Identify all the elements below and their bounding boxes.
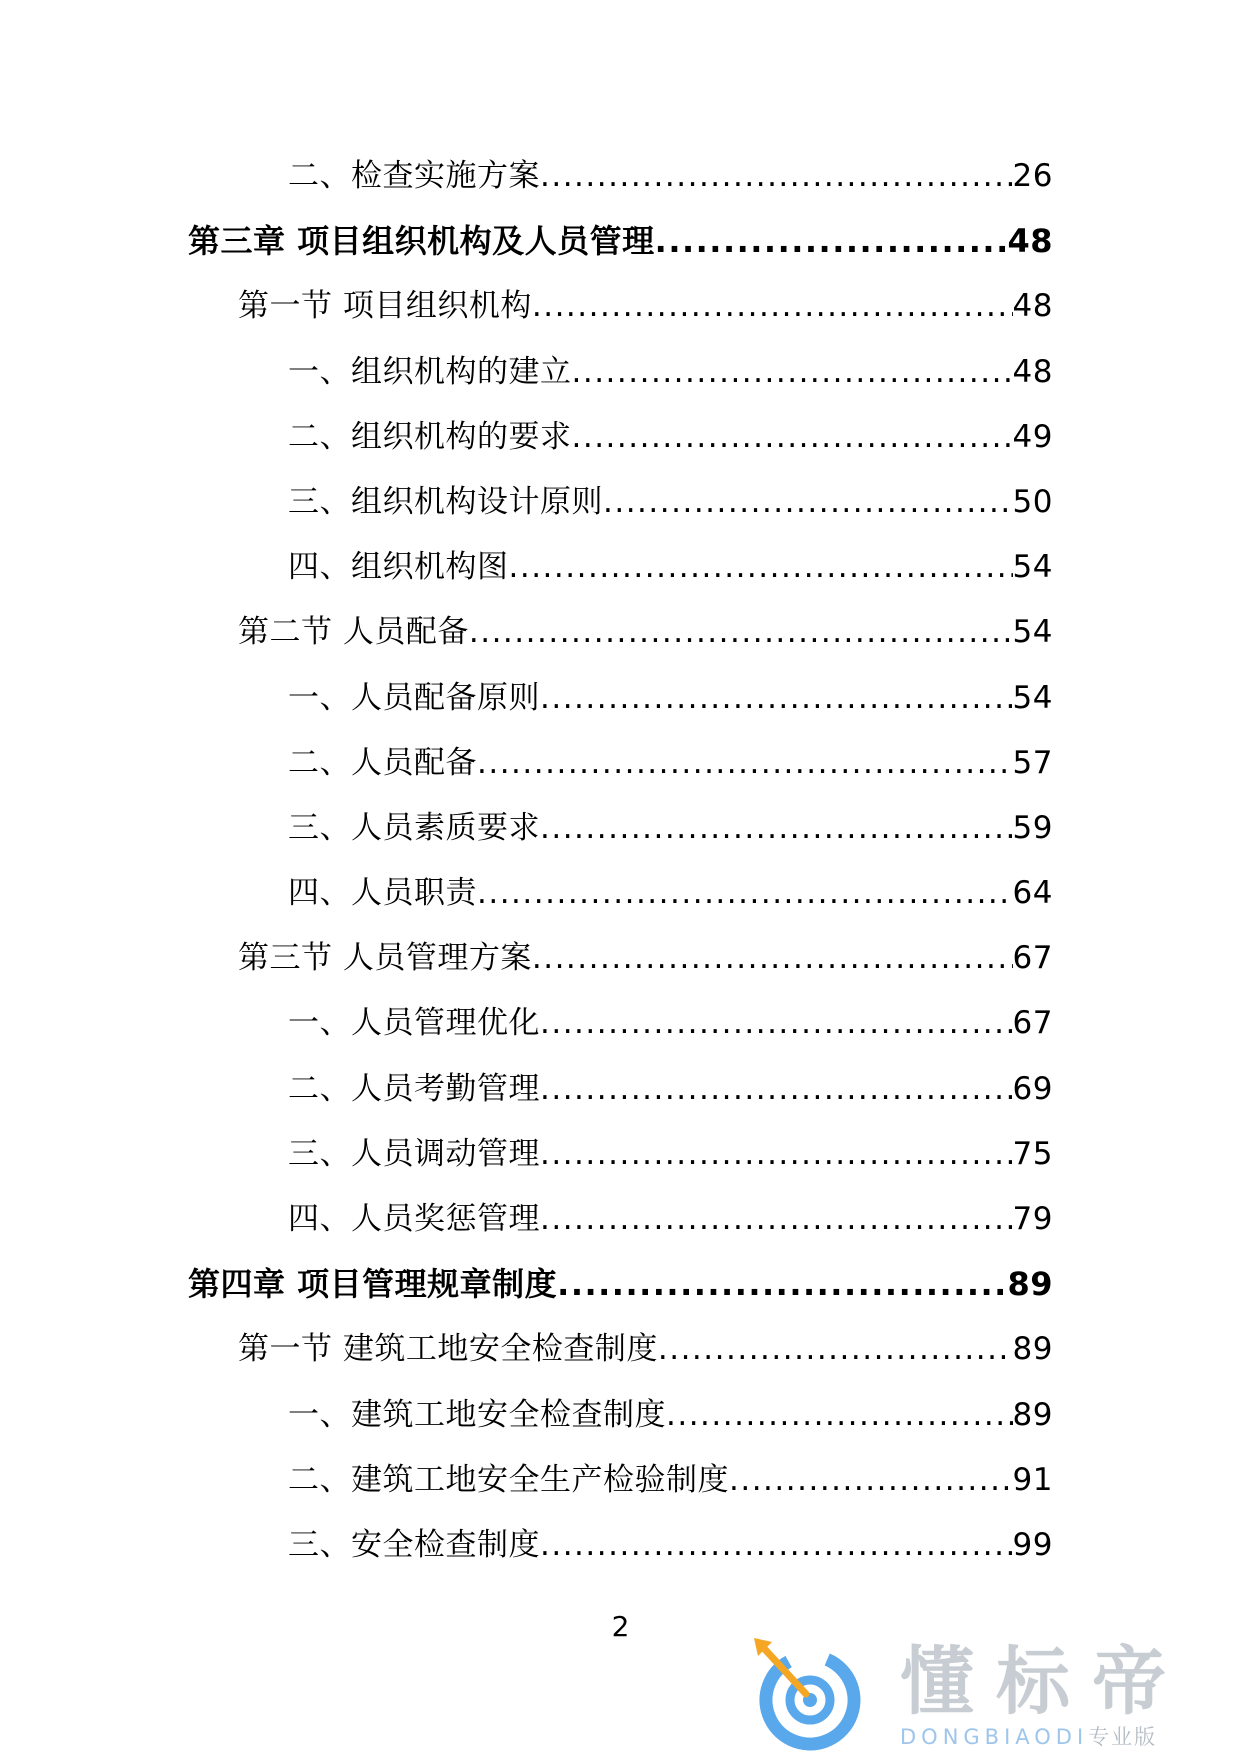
toc-entry-page: 67 <box>1012 1005 1053 1042</box>
toc-entry-title: 一、人员配备原则 <box>288 679 540 716</box>
toc-entry-item[interactable] <box>0 1526 1241 1591</box>
toc-entry-page: 89 <box>1012 1396 1053 1433</box>
toc-leader-dots <box>603 483 1013 521</box>
toc-entry-page: 57 <box>1012 744 1053 781</box>
toc-leader-dots <box>540 679 1013 717</box>
toc-leader-dots <box>658 1330 1013 1368</box>
toc-entry-page: 54 <box>1012 549 1053 586</box>
target-arrow-icon <box>748 1636 868 1754</box>
toc-entry-chapter[interactable] <box>0 1265 1241 1330</box>
toc-leader-dots <box>509 548 1013 586</box>
toc-entry-page: 64 <box>1012 875 1053 912</box>
table-of-contents <box>0 157 1241 1591</box>
toc-entry-title: 三、人员调动管理 <box>288 1135 540 1172</box>
toc-entry-page: 48 <box>1007 222 1053 261</box>
toc-entry-item[interactable] <box>0 679 1241 744</box>
toc-entry-page: 59 <box>1012 809 1053 846</box>
toc-leader-dots <box>666 1396 1013 1434</box>
toc-entry-item[interactable] <box>0 1070 1241 1135</box>
toc-entry-page: 48 <box>1012 353 1053 390</box>
toc-entry-item[interactable] <box>0 157 1241 222</box>
toc-leader-dots <box>540 1004 1013 1042</box>
watermark-brand-en-text: DONGBIAODI <box>900 1725 1089 1749</box>
toc-leader-dots <box>572 418 1013 456</box>
watermark-edition: 专业版 <box>1088 1725 1158 1749</box>
toc-entry-page: 75 <box>1012 1135 1053 1172</box>
toc-entry-item[interactable] <box>0 744 1241 809</box>
toc-leader-dots <box>729 1461 1013 1499</box>
toc-entry-item[interactable] <box>0 1004 1241 1069</box>
toc-entry-page: 99 <box>1012 1526 1053 1563</box>
toc-entry-page: 79 <box>1012 1201 1053 1237</box>
toc-entry-title: 四、组织机构图 <box>288 549 509 586</box>
toc-leader-dots <box>477 874 1013 912</box>
toc-entry-title: 第三章 项目组织机构及人员管理 <box>188 222 655 261</box>
toc-leader-dots <box>540 157 1013 195</box>
page-number: 2 <box>611 1610 630 1643</box>
toc-leader-dots <box>532 939 1013 977</box>
toc-entry-section[interactable] <box>0 613 1241 678</box>
toc-entry-item[interactable] <box>0 1200 1241 1265</box>
toc-entry-item[interactable] <box>0 1461 1241 1526</box>
watermark <box>748 1636 1241 1754</box>
toc-entry-title: 二、组织机构的要求 <box>288 418 572 455</box>
watermark-brand-en <box>900 1724 1157 1750</box>
toc-entry-title: 第四章 项目管理规章制度 <box>188 1265 558 1304</box>
toc-entry-title: 一、建筑工地安全检查制度 <box>288 1396 666 1433</box>
toc-leader-dots <box>540 1135 1013 1173</box>
toc-entry-section[interactable] <box>0 939 1241 1004</box>
toc-leader-dots <box>540 1200 1013 1238</box>
toc-entry-title: 三、安全检查制度 <box>288 1526 540 1563</box>
toc-entry-title: 二、人员配备 <box>288 744 477 781</box>
watermark-brand-cn: 懂标帝 <box>900 1639 1188 1725</box>
toc-entry-page: 26 <box>1012 158 1053 194</box>
toc-leader-dots <box>655 222 1008 260</box>
toc-leader-dots <box>532 287 1013 325</box>
toc-entry-title: 四、人员职责 <box>288 875 477 912</box>
toc-entry-title: 第一节 建筑工地安全检查制度 <box>238 1331 658 1368</box>
toc-entry-section[interactable] <box>0 287 1241 352</box>
toc-entry-title: 三、组织机构设计原则 <box>288 483 603 520</box>
toc-entry-page: 49 <box>1012 418 1053 455</box>
toc-entry-title: 二、检查实施方案 <box>288 158 540 194</box>
toc-entry-page: 91 <box>1012 1461 1053 1498</box>
toc-entry-title: 第一节 项目组织机构 <box>238 288 532 325</box>
toc-entry-chapter[interactable] <box>0 222 1241 287</box>
toc-entry-title: 第三节 人员管理方案 <box>238 940 532 977</box>
toc-entry-item[interactable] <box>0 1396 1241 1461</box>
toc-entry-title: 一、组织机构的建立 <box>288 353 572 390</box>
toc-entry-page: 54 <box>1012 679 1053 716</box>
toc-leader-dots <box>469 613 1013 651</box>
toc-entry-page: 54 <box>1012 614 1053 651</box>
toc-leader-dots <box>572 353 1013 391</box>
toc-entry-page: 89 <box>1012 1331 1053 1368</box>
toc-entry-item[interactable] <box>0 809 1241 874</box>
toc-leader-dots <box>540 1526 1013 1564</box>
toc-entry-item[interactable] <box>0 353 1241 418</box>
toc-entry-item[interactable] <box>0 874 1241 939</box>
toc-entry-page: 48 <box>1012 288 1053 325</box>
toc-entry-item[interactable] <box>0 1135 1241 1200</box>
toc-leader-dots <box>540 1070 1013 1108</box>
toc-entry-title: 第二节 人员配备 <box>238 614 469 651</box>
toc-entry-title: 二、建筑工地安全生产检验制度 <box>288 1461 729 1498</box>
toc-entry-section[interactable] <box>0 1330 1241 1395</box>
toc-entry-page: 69 <box>1012 1070 1053 1107</box>
toc-entry-title: 二、人员考勤管理 <box>288 1070 540 1107</box>
toc-entry-page: 50 <box>1012 483 1053 520</box>
toc-leader-dots <box>557 1265 1007 1303</box>
toc-entry-title: 四、人员奖惩管理 <box>288 1201 540 1237</box>
toc-entry-item[interactable] <box>0 418 1241 483</box>
toc-leader-dots <box>540 809 1013 847</box>
toc-entry-title: 三、人员素质要求 <box>288 809 540 846</box>
toc-entry-item[interactable] <box>0 548 1241 613</box>
toc-entry-page: 67 <box>1012 940 1053 977</box>
toc-entry-page: 89 <box>1007 1265 1053 1304</box>
toc-entry-title: 一、人员管理优化 <box>288 1005 540 1042</box>
toc-entry-item[interactable] <box>0 483 1241 548</box>
toc-leader-dots <box>477 744 1013 782</box>
